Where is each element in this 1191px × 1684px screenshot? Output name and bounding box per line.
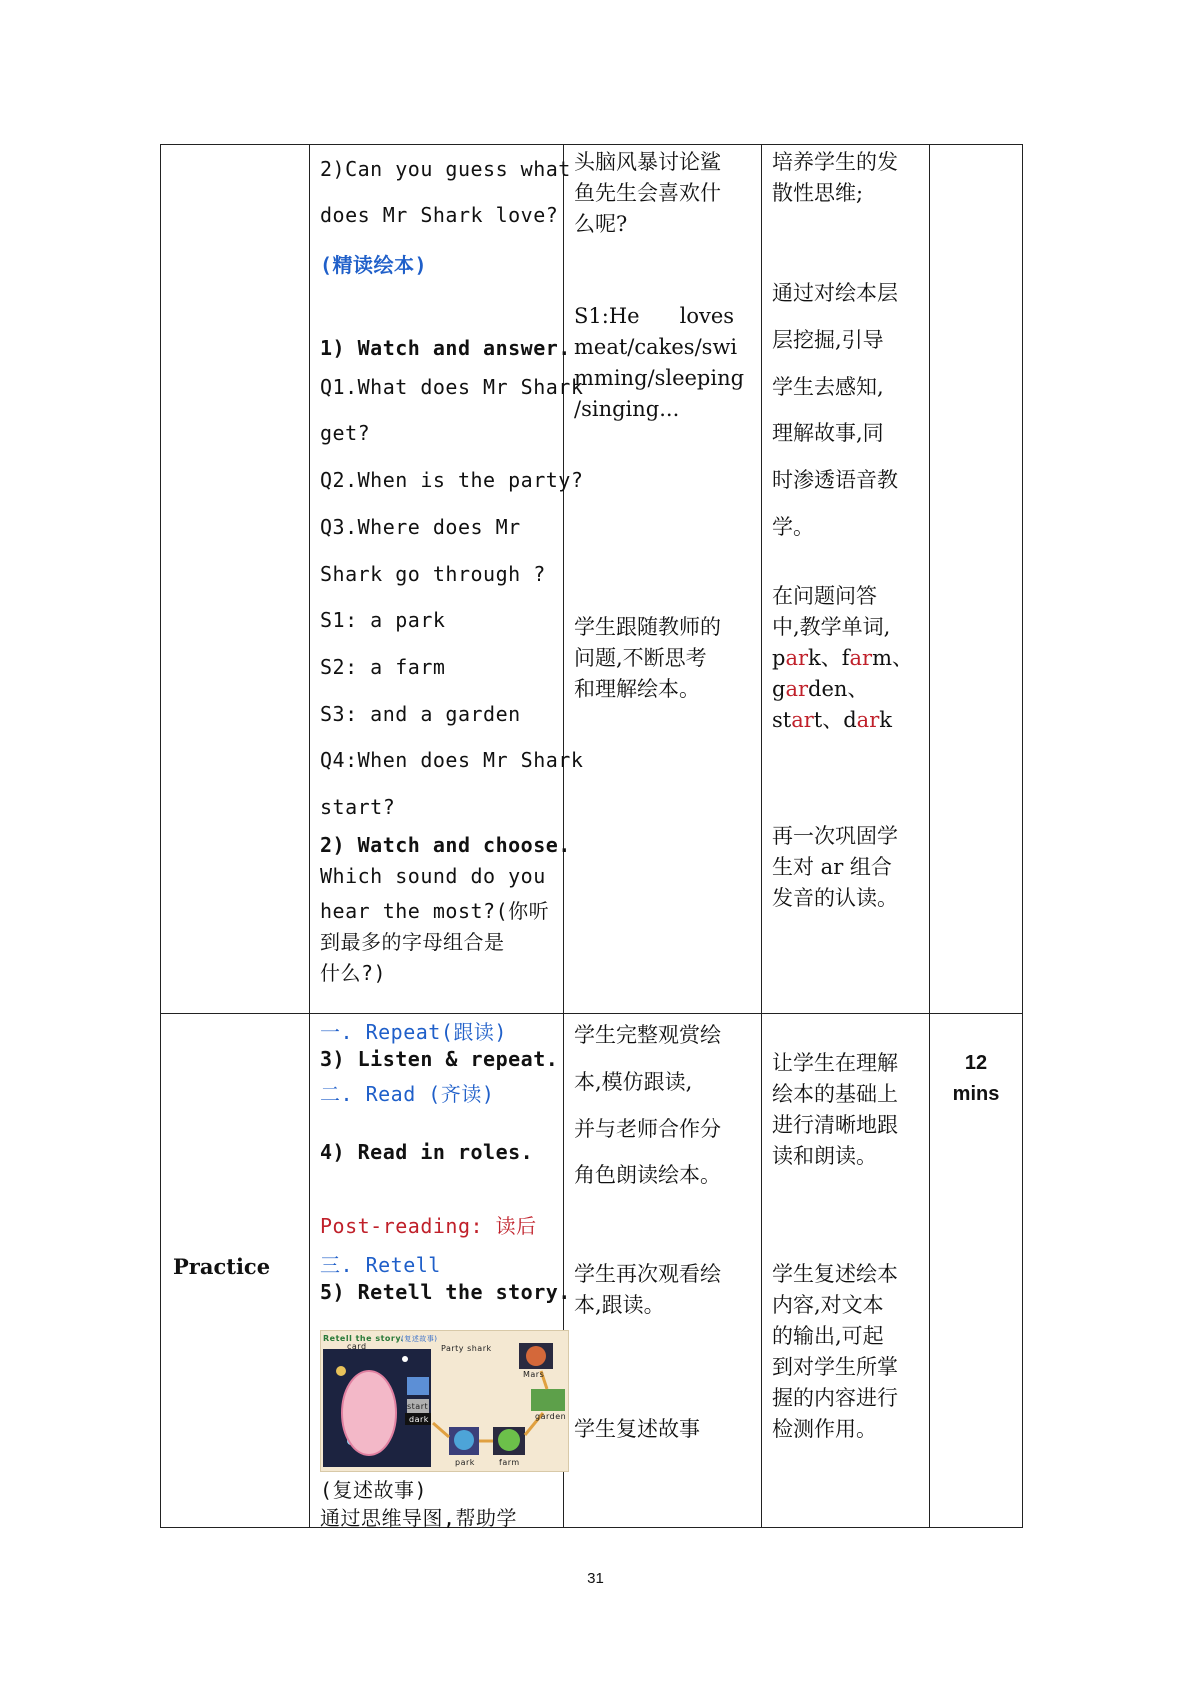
procedure-cell	[310, 145, 584, 1014]
purpose-line: 发音的认读。	[772, 886, 898, 910]
procedure-line: 什么?)	[320, 961, 387, 985]
purpose-line: 再一次巩固学	[772, 824, 898, 848]
purpose-line: 读和朗读。	[772, 1144, 877, 1168]
mindmap-label-park: park	[455, 1458, 475, 1467]
purpose-line: 握的内容进行	[772, 1386, 898, 1410]
purpose-cell	[762, 145, 930, 1014]
purpose-line: 到对学生所掌	[772, 1355, 898, 1379]
procedure-line: does Mr Shark love?	[320, 203, 559, 227]
procedure-cell	[310, 1014, 571, 1530]
table-row	[161, 145, 1023, 1014]
procedure-line: Q2.When is the party?	[320, 468, 584, 492]
student-line: 本,跟读。	[574, 1293, 665, 1317]
purpose-line: 中,教学单词,	[772, 615, 891, 639]
student-line: mming/sleeping	[574, 366, 745, 390]
mindmap-label-party-shark: Party shark	[441, 1344, 492, 1353]
time-cell	[930, 145, 1023, 1014]
purpose-line: 学。	[772, 515, 814, 539]
mindmap-label-farm: farm	[499, 1458, 520, 1467]
student-line: 角色朗读绘本。	[574, 1163, 721, 1187]
table-row	[161, 1014, 1023, 1528]
student-line: 学生再次观看绘	[574, 1262, 721, 1286]
purpose-line: 在问题问答	[772, 584, 877, 608]
procedure-line: (复述故事)	[320, 1478, 428, 1502]
procedure-line: 二. Read (齐读)	[320, 1082, 495, 1106]
mindmap-label-card: card	[347, 1342, 367, 1351]
procedure-line: Post-reading: 读后	[320, 1214, 537, 1238]
student-line: 头脑风暴讨论鲨	[574, 150, 721, 174]
student-line: 问题,不断思考	[574, 646, 707, 670]
student-line: 鱼先生会喜欢什	[574, 181, 721, 205]
purpose-line: park、farm、	[772, 646, 913, 670]
procedure-line: S3: and a garden	[320, 702, 521, 726]
procedure-line: 2)Can you guess what	[320, 157, 571, 181]
procedure-line: (精读绘本)	[320, 253, 428, 277]
procedure-line: S2: a farm	[320, 655, 446, 679]
mindmap-title-cn: (复述故事)	[401, 1335, 438, 1343]
procedure-line: Q4:When does Mr Shark	[320, 748, 584, 772]
time-cell	[930, 1014, 1023, 1528]
procedure-line: 一. Repeat(跟读)	[320, 1020, 507, 1044]
time-unit: mins	[952, 1083, 1000, 1105]
purpose-cell	[762, 1014, 930, 1528]
mindmap-label-mars: Mars	[523, 1370, 545, 1379]
mindmap-label-start: start	[407, 1402, 429, 1411]
student-line: 学生复述故事	[574, 1417, 700, 1441]
purpose-line: 学生复述绘本	[772, 1262, 898, 1286]
mindmap-label-garden: garden	[535, 1412, 567, 1421]
procedure-line: 通过思维导图,帮助学	[320, 1506, 518, 1530]
purpose-line: 通过对绘本层	[772, 281, 898, 305]
student-activity-cell	[564, 1014, 762, 1528]
student-activity-cell	[564, 145, 762, 1014]
purpose-line: 检测作用。	[772, 1417, 877, 1441]
student-line: 本,模仿跟读,	[574, 1070, 693, 1094]
student-line: S1:He loves	[574, 304, 735, 328]
purpose-line: garden、	[772, 677, 869, 701]
mindmap-label-dark: dark	[409, 1415, 429, 1424]
purpose-line: 进行清晰地跟	[772, 1113, 898, 1137]
procedure-line: start?	[320, 795, 396, 819]
student-line: 和理解绘本。	[574, 677, 700, 701]
stage-cell	[161, 1014, 310, 1528]
purpose-line: 散性思维;	[772, 181, 864, 205]
page-number: 31	[587, 1570, 604, 1587]
procedure-line: Which sound do you	[320, 864, 546, 888]
purpose-line: 理解故事,同	[772, 421, 884, 445]
mindmap-illustration	[321, 1331, 568, 1471]
procedure-line: get?	[320, 421, 371, 445]
purpose-line: 绘本的基础上	[772, 1082, 898, 1106]
procedure-line: Q1.What does Mr Shark	[320, 375, 584, 399]
student-line: 并与老师合作分	[574, 1117, 721, 1141]
purpose-line: 内容,对文本	[772, 1293, 884, 1317]
student-line: 学生跟随教师的	[574, 615, 721, 639]
procedure-line: 三. Retell	[320, 1253, 441, 1277]
student-line: 学生完整观赏绘	[574, 1023, 721, 1047]
time-value: 12	[964, 1052, 988, 1074]
retell-mindmap-image	[320, 1330, 569, 1472]
student-line: /singing...	[574, 397, 680, 421]
stage-cell	[161, 145, 310, 1014]
procedure-line: 4) Read in roles.	[320, 1140, 534, 1164]
procedure-line: 5) Retell the story.	[320, 1280, 571, 1304]
procedure-line: Q3.Where does Mr	[320, 515, 521, 539]
purpose-line: 的输出,可起	[772, 1324, 884, 1348]
procedure-line: 1) Watch and answer.	[320, 336, 571, 360]
mindmap-title: Retell the story.	[323, 1334, 404, 1343]
student-line: meat/cakes/swi	[574, 335, 738, 359]
procedure-line: 3) Listen & repeat.	[320, 1047, 559, 1071]
procedure-line: S1: a park	[320, 608, 446, 632]
purpose-line: 培养学生的发	[772, 150, 898, 174]
procedure-line: 到最多的字母组合是	[320, 930, 505, 954]
procedure-line: hear the most?(你听	[320, 899, 550, 923]
purpose-line: start、dark	[772, 708, 892, 732]
purpose-line: 时渗透语音教	[772, 468, 898, 492]
procedure-line: Shark go through ?	[320, 562, 546, 586]
stage-label: Practice	[173, 1254, 271, 1279]
purpose-line: 生对 ar 组合	[772, 855, 892, 879]
student-line: 么呢?	[574, 212, 628, 236]
procedure-line: 2) Watch and choose.	[320, 833, 571, 857]
purpose-line: 层挖掘,引导	[772, 328, 884, 352]
purpose-line: 让学生在理解	[772, 1051, 898, 1075]
purpose-line: 学生去感知,	[772, 375, 884, 399]
lesson-plan-table	[160, 144, 1023, 1528]
